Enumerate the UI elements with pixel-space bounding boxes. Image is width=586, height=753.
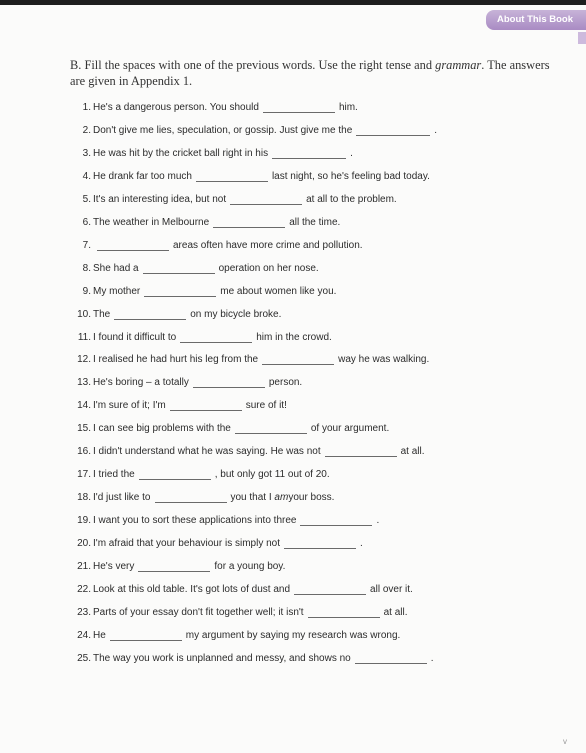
exercise-item [0, 148, 586, 162]
item-text: I realised he had hurt his leg from the [93, 354, 259, 366]
answer-blank[interactable] [114, 319, 186, 320]
item-number: 9. [82, 285, 91, 297]
item-text: of your argument. [310, 423, 390, 435]
item-text: him in the crowd. [256, 331, 332, 343]
exercise-item [0, 377, 586, 391]
item-text: I didn't understand what he was saying. He was not [93, 446, 321, 458]
item-text: She had a [93, 262, 139, 274]
answer-blank[interactable] [355, 663, 427, 664]
item-text: It's an interesting idea, but not [93, 193, 227, 205]
item-text: all over it. [370, 583, 413, 595]
answer-blank[interactable] [180, 342, 252, 343]
item-text: He's a dangerous person. You should [93, 102, 259, 113]
item-text: my argument by saying my research was wrong. [185, 629, 401, 641]
item-text: you that I [230, 492, 272, 504]
answer-blank[interactable] [144, 296, 216, 297]
answer-blank[interactable] [263, 112, 335, 113]
answer-blank[interactable] [155, 502, 227, 503]
item-text: He [93, 629, 106, 641]
item-text: areas often have more crime and pollution. [173, 239, 363, 251]
exercise-item [0, 561, 586, 575]
item-text: My mother [93, 285, 141, 297]
exercise-item [0, 469, 586, 483]
item-text: He's boring – a totally [93, 377, 189, 389]
item-text-italic: am [274, 492, 289, 504]
answer-blank[interactable] [143, 273, 215, 274]
item-text: Parts of your essay don't fit together well; it isn't [93, 606, 304, 618]
exercise-item [0, 125, 586, 139]
instructions-italic-word: grammar [435, 58, 482, 72]
exercise-item [0, 538, 586, 552]
item-text: me about women like you. [220, 285, 337, 297]
item-number: 24. [77, 629, 91, 641]
exercise-item [0, 423, 586, 437]
exercise-item [0, 332, 586, 346]
item-number: 13. [77, 377, 91, 389]
item-text: all the time. [289, 216, 341, 228]
item-text: on my bicycle broke. [190, 308, 282, 320]
item-number: 20. [77, 538, 91, 550]
exercise-item [0, 492, 586, 506]
item-text: last night, so he's feeling bad today. [271, 170, 430, 182]
answer-blank[interactable] [294, 594, 366, 595]
item-text: I tried the [93, 469, 135, 481]
exercise-item [0, 171, 586, 185]
exercise-item [0, 240, 586, 254]
item-text: . [430, 652, 434, 664]
item-number: 4. [82, 170, 91, 182]
item-text: I'm afraid that your behaviour is simply not [93, 538, 280, 550]
answer-blank[interactable] [235, 433, 307, 434]
item-text: at all to the problem. [306, 193, 397, 205]
exercise-item [0, 584, 586, 598]
item-text: at all. [383, 606, 408, 618]
answer-blank[interactable] [196, 181, 268, 182]
exercise-item [0, 102, 586, 116]
answer-blank[interactable] [230, 204, 302, 205]
item-text: Don't give me lies, speculation, or gossip. Just give me the [93, 124, 353, 136]
item-number: 17. [77, 469, 91, 481]
exercise-item [0, 653, 586, 667]
item-text: He was hit by the cricket ball right in his [93, 147, 269, 159]
item-number: 7. [82, 239, 91, 251]
exercise-item [0, 194, 586, 208]
item-text: person. [268, 377, 303, 389]
answer-blank[interactable] [300, 525, 372, 526]
answer-blank[interactable] [308, 617, 380, 618]
answer-blank[interactable] [193, 387, 265, 388]
item-number: 14. [77, 400, 91, 412]
item-text: I'm sure of it; I'm [93, 400, 166, 412]
answer-blank[interactable] [356, 135, 430, 136]
item-number: 12. [77, 354, 91, 366]
answer-blank[interactable] [272, 158, 346, 159]
item-text: , but only got 11 out of 20. [214, 469, 330, 481]
item-number: 16. [77, 446, 91, 458]
answer-blank[interactable] [213, 227, 285, 228]
item-text: . [376, 515, 380, 527]
item-text: . [360, 538, 363, 550]
exercise-item [0, 354, 586, 368]
item-number: 3. [82, 147, 91, 159]
item-number: 6. [82, 216, 91, 228]
answer-blank[interactable] [138, 571, 210, 572]
item-number: 21. [77, 561, 91, 572]
answer-blank[interactable] [139, 479, 211, 480]
exercise-item [0, 400, 586, 414]
about-this-book-tab[interactable]: About This Book [486, 10, 586, 30]
instructions-text-end: . The answers are given in Appendix 1. [70, 58, 550, 88]
item-text: I want you to sort these applications into three [93, 515, 297, 527]
item-text: sure of it! [245, 400, 287, 412]
item-number: 25. [77, 652, 91, 664]
answer-blank[interactable] [97, 250, 169, 251]
item-number: 19. [77, 515, 91, 527]
exercise-item [0, 607, 586, 621]
item-number: 2. [82, 124, 91, 136]
item-number: 11. [77, 331, 91, 343]
item-text: him. [338, 102, 358, 113]
exercise-item [0, 263, 586, 277]
item-text: The [93, 308, 111, 320]
item-text: The weather in Melbourne [93, 216, 210, 228]
answer-blank[interactable] [170, 410, 242, 411]
exercise-item [0, 286, 586, 300]
exercise-item [0, 309, 586, 323]
item-number: 15. [77, 423, 91, 435]
item-text: way he was walking. [338, 354, 430, 366]
item-number: 10. [77, 308, 91, 320]
item-text: I found it difficult to [93, 331, 177, 343]
item-text: I'd just like to [93, 492, 151, 504]
item-text: I can see big problems with the [93, 423, 231, 435]
item-number: 18. [77, 492, 91, 504]
item-text: at all. [400, 446, 425, 458]
exercise-item [0, 630, 586, 644]
item-text: . [350, 147, 353, 159]
answer-blank[interactable] [262, 364, 334, 365]
item-number: 22. [77, 583, 91, 595]
exercise-item [0, 446, 586, 460]
item-text: He's very [93, 561, 135, 572]
item-number: 1. [82, 102, 91, 113]
exercise-item [0, 217, 586, 231]
exercise-item [0, 515, 586, 529]
item-number: 8. [82, 262, 91, 274]
answer-blank[interactable] [284, 548, 356, 549]
item-text: for a young boy. [214, 561, 286, 572]
answer-blank[interactable] [110, 640, 182, 641]
item-text: Look at this old table. It's got lots of dust and [93, 583, 291, 595]
item-number: 23. [77, 606, 91, 618]
item-text: The way you work is unplanned and messy, and shows no [93, 652, 351, 664]
instructions-text: B. Fill the spaces with one of the previous words. Use the right tense and [70, 58, 436, 72]
item-text: operation on her nose. [218, 262, 319, 274]
item-text: your boss. [288, 492, 335, 504]
item-text: He drank far too much [93, 170, 192, 182]
page-marker: v [563, 737, 567, 746]
item-text: . [434, 124, 438, 136]
answer-blank[interactable] [325, 456, 397, 457]
item-number: 5. [82, 193, 91, 205]
